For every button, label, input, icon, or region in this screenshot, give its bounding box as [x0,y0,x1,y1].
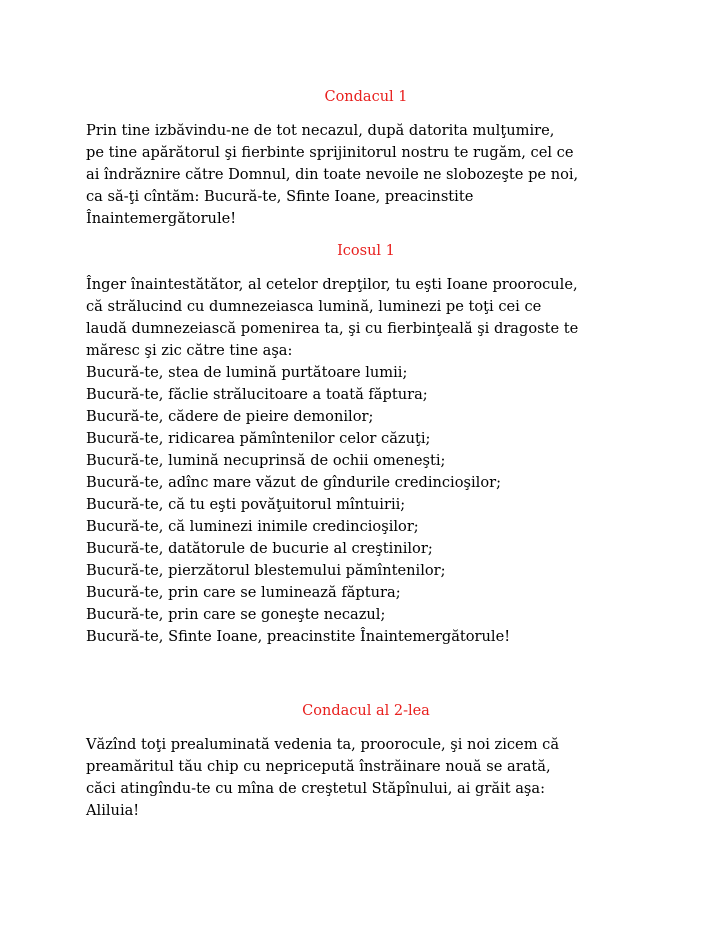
text-line: Bucură-te, pierzătorul blestemului pămîntenilor; [86,562,446,579]
section-heading-icosul-1: Icosul 1 [337,243,395,259]
document-page [86,86,646,822]
text-line: Aliluia! [86,802,140,819]
text-line: Înger înaintestătător, al cetelor drepţilor, tu eşti Ioane proorocule, [86,276,578,293]
text-line: ca să-ţi cîntăm: Bucură-te, Sfinte Ioane, preacinstite [86,188,474,205]
text-line: măresc şi zic către tine aşa: [86,342,293,359]
text-line: Bucură-te, că tu eşti povăţuitorul mîntuirii; [86,496,406,513]
text-line: pe tine apărătorul şi fierbinte sprijinitorul nostru te rugăm, cel ce [86,144,574,161]
text-line: că strălucind cu dumnezeiasca lumină, luminezi pe toţi cei ce [86,298,542,315]
text-line: Bucură-te, datătorule de bucurie al creştinilor; [86,540,433,557]
text-line: Bucură-te, prin care se luminează făptura; [86,584,401,601]
section-heading-condacul-2: Condacul al 2-lea [302,703,430,719]
text-line: Bucură-te, făclie strălucitoare a toată făptura; [86,386,428,403]
text-line: Bucură-te, ridicarea pămîntenilor celor căzuţi; [86,430,431,447]
text-line: ai îndrăznire către Domnul, din toate nevoile ne slobozeşte pe noi, [86,166,579,183]
paragraph-condacul-1 [86,120,646,230]
text-line: Bucură-te, Sfinte Ioane, preacinstite Înaintemergătorule! [86,628,511,645]
text-line: laudă dumnezeiască pomenirea ta, şi cu fierbinţeală şi dragoste te [86,320,579,337]
text-line: Bucură-te, adînc mare văzut de gîndurile credincioşilor; [86,474,502,491]
text-line: Prin tine izbăvindu-ne de tot necazul, după datorita mulţumire, [86,122,555,139]
paragraph-condacul-2 [86,734,646,822]
text-line: Văzînd toţi prealuminată vedenia ta, proorocule, şi noi zicem că [86,736,560,753]
text-line: Bucură-te, cădere de pieire demonilor; [86,408,374,425]
text-line: căci atingîndu-te cu mîna de creştetul Stăpînului, ai grăit aşa: [86,780,546,797]
text-line: preamăritul tău chip cu nepricepută înstrăinare nouă se arată, [86,758,551,775]
text-line: Bucură-te, prin care se goneşte necazul; [86,606,386,623]
text-line: Înaintemergătorule! [86,210,237,227]
text-line: Bucură-te, lumină necuprinsă de ochii omeneşti; [86,452,446,469]
paragraph-icosul-1 [86,274,646,648]
section-heading-condacul-1: Condacul 1 [324,89,408,105]
text-line: Bucură-te, stea de lumină purtătoare lumii; [86,364,408,381]
text-line: Bucură-te, că luminezi inimile credincioşilor; [86,518,419,535]
